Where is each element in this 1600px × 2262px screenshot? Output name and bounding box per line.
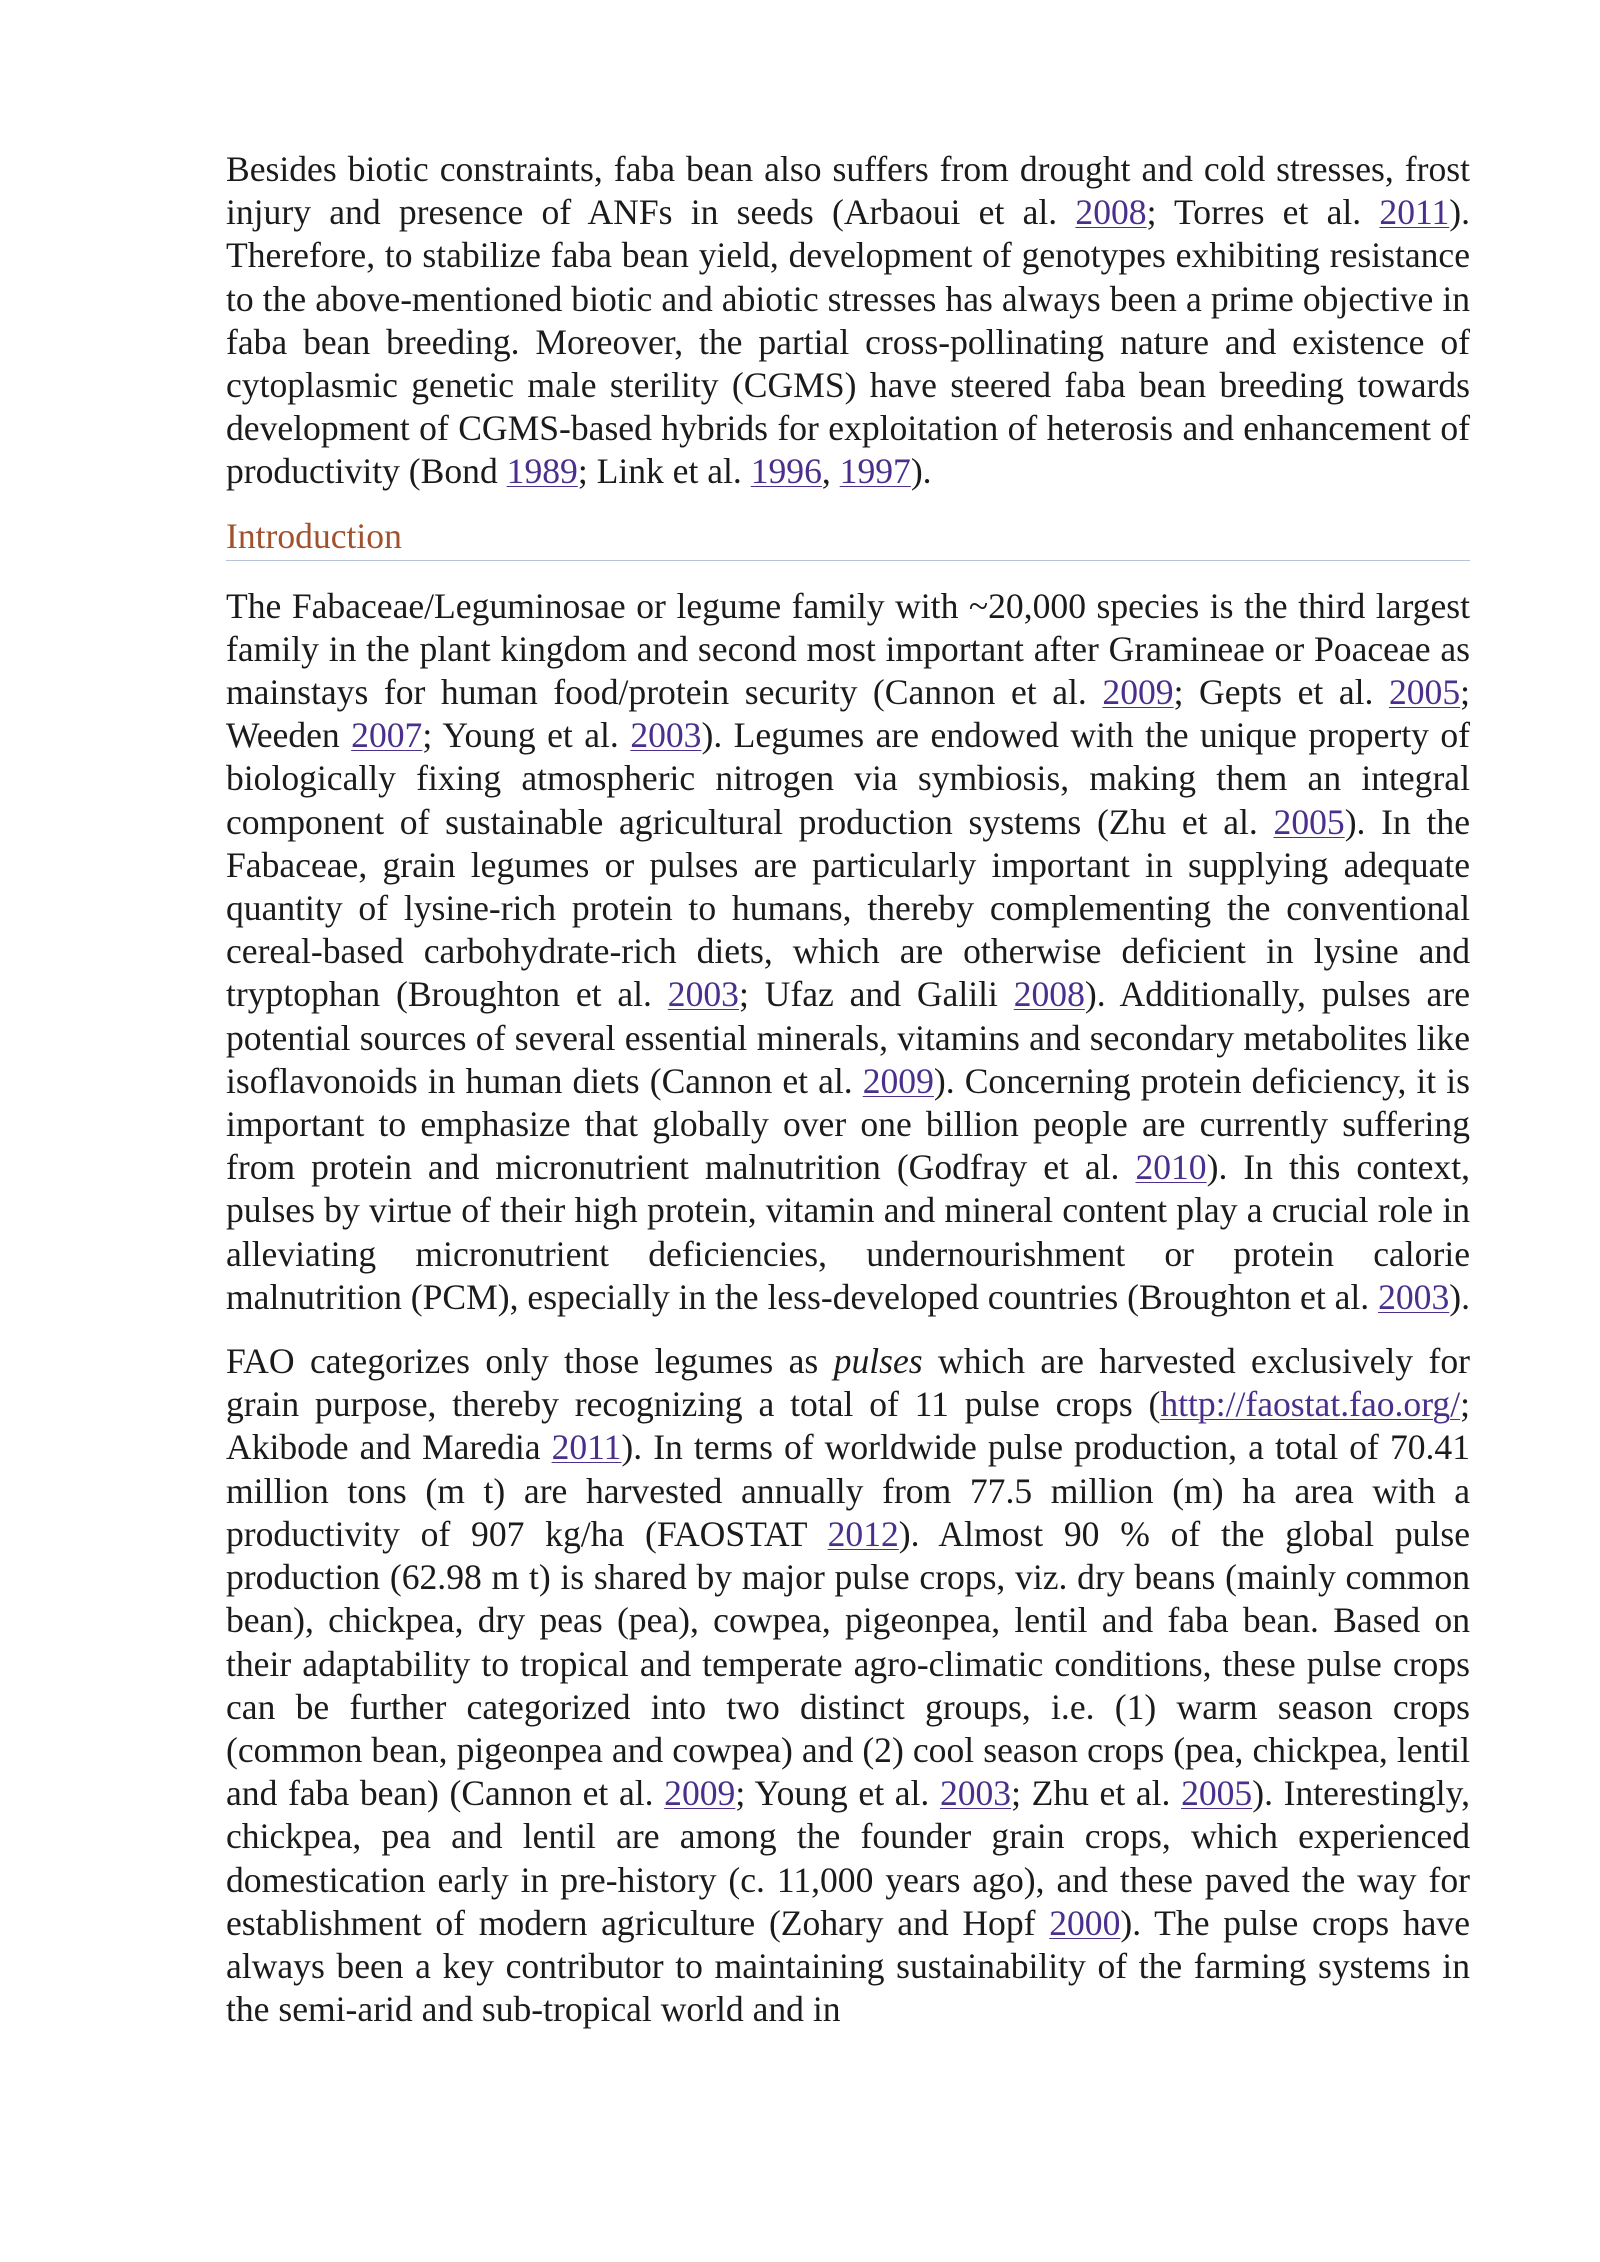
citation-link[interactable]: 2000 [1049, 1902, 1121, 1943]
text-run: ). Concerning protein deficiency, it is important to emphasize that globally over one billion people are currently suffering from protein and micronutrient malnutrition (Godfray et al. [226, 1060, 1470, 1188]
text-run: ; Torres et al. [1146, 192, 1380, 233]
citation-link[interactable]: 2010 [1135, 1147, 1207, 1188]
text-run: ; Link et al. [577, 451, 751, 492]
citation-link[interactable]: 2012 [827, 1513, 899, 1554]
text-run: ). [910, 451, 932, 492]
citation-link[interactable]: 2005 [1273, 801, 1345, 842]
citation-link[interactable]: 2003 [630, 715, 702, 756]
citation-link[interactable]: 1989 [506, 451, 578, 492]
text-run: which are harvested exclusively for grain purpose, thereby recognizing a total of 11 pulse crops ( [226, 1341, 1470, 1425]
text-run: ). Therefore, to stabilize faba bean yield, development of genotypes exhibiting resistance to the above-mentioned biotic and abiotic stresses has always been a prime objective in faba bean breeding. Moreover, the partial cross-pollinating nature and existence of cytoplasmic genetic male sterility (CGMS) have steered faba bean breeding towards development of CGMS-based hybrids for exploitation of heterosis and enhancement of productivity (Bond [226, 192, 1471, 492]
intro-paragraph [226, 148, 1470, 494]
text-run: ; Akibode and Maredia [226, 1384, 1470, 1468]
text-run: ). Interestingly, chickpea, pea and lentil are among the founder grain crops, which experienced domestication early in pre-history (c. 11,000 years ago), and these paved the way for establishment of modern agriculture (Zohary and Hopf [226, 1773, 1470, 1943]
text-run: ; Young et al. [735, 1773, 940, 1814]
text-run: ). Almost 90 % of the global pulse production (62.98 m t) is shared by major pulse crops, viz. dry beans (mainly common bean), chickpea, dry peas (pea), cowpea, pigeonpea, lentil and faba bean. Based on their adaptability to tropical and temperate agro-climatic conditions, these pulse crops can be further categorized into two distinct groups, i.e. (1) warm season crops (common bean, pigeonpea and cowpea) and (2) cool season crops (pea, chickpea, lentil and faba bean) (Cannon et al. [226, 1513, 1470, 1814]
citation-link[interactable]: 2009 [862, 1060, 934, 1101]
citation-link[interactable]: 2011 [1379, 192, 1450, 233]
text-run: ; Weeden [226, 672, 1471, 756]
text-run: ; Gepts et al. [1173, 672, 1389, 713]
citation-link[interactable]: 2003 [939, 1773, 1012, 1814]
body-paragraph [226, 1340, 1470, 2031]
citation-link[interactable]: 2009 [664, 1773, 736, 1814]
citation-link[interactable]: 2011 [551, 1427, 622, 1468]
text-run: ). In the Fabaceae, grain legumes or pulses are particularly important in supplying adequate quantity of lysine-rich protein to humans, thereby complementing the conventional cereal-based carbohydrate-rich diets, which are otherwise deficient in lysine and tryptophan (Broughton et al. [226, 801, 1470, 1015]
citation-link[interactable]: 1996 [750, 451, 822, 492]
text-run: Besides biotic constraints, faba bean also suffers from drought and cold stresses, frost injury and presence of ANFs in seeds (Arbaoui et al. [226, 149, 1470, 233]
text-run: ). In this context, pulses by virtue of their high protein, vitamin and mineral content play a crucial role in alleviating micronutrient deficiencies, undernourishment or protein calorie malnutrition (PCM), especially in the less-developed countries (Broughton et al. [226, 1147, 1470, 1317]
text-run: ; Zhu et al. [1011, 1773, 1182, 1814]
citation-link[interactable]: 2005 [1388, 672, 1461, 713]
document-page [226, 148, 1470, 2031]
citation-link[interactable]: http://faostat.fao.org/ [1160, 1384, 1461, 1425]
text-run: ). The pulse crops have always been a key contributor to maintaining sustainability of the farming systems in the semi-arid and sub-tropical world and in [226, 1902, 1470, 2030]
citation-link[interactable]: 2009 [1102, 672, 1174, 713]
citation-link[interactable]: 2008 [1013, 974, 1085, 1015]
text-run: ; Ufaz and Galili [738, 974, 1014, 1015]
text-run: FAO categorizes only those legumes as [226, 1341, 834, 1382]
body-paragraph [226, 585, 1470, 1319]
text-run: ). Legumes are endowed with the unique property of biologically fixing atmospheric nitrogen via symbiosis, making them an integral component of sustainable agricultural production systems (Zhu et al. [226, 715, 1470, 842]
text-run: , [821, 451, 840, 492]
citation-link[interactable]: 2008 [1075, 192, 1147, 233]
emphasized-term: pulses [833, 1341, 923, 1382]
citation-link[interactable]: 2003 [1378, 1276, 1450, 1317]
citation-link[interactable]: 2003 [667, 974, 739, 1015]
text-run: ). [1449, 1276, 1470, 1317]
citation-link[interactable]: 2005 [1181, 1773, 1253, 1814]
citation-link[interactable]: 1997 [839, 451, 911, 492]
section-heading: Introduction [226, 515, 1470, 561]
text-run: ). In terms of worldwide pulse production, a total of 70.41 million tons (m t) are harvested annually from 77.5 million (m) ha area with a productivity of 907 kg/ha (FAOSTAT [226, 1427, 1470, 1554]
section-body [226, 585, 1470, 2032]
text-run: ). Additionally, pulses are potential sources of several essential minerals, vitamins and secondary metabolites like isoflavonoids in human diets (Cannon et al. [226, 974, 1470, 1101]
citation-link[interactable]: 2007 [351, 715, 423, 756]
text-run: ; Young et al. [422, 715, 631, 756]
text-run: The Fabaceae/Leguminosae or legume family with ~20,000 species is the third largest family in the plant kingdom and second most important after Gramineae or Poaceae as mainstays for human food/protein security (Cannon et al. [226, 585, 1470, 713]
